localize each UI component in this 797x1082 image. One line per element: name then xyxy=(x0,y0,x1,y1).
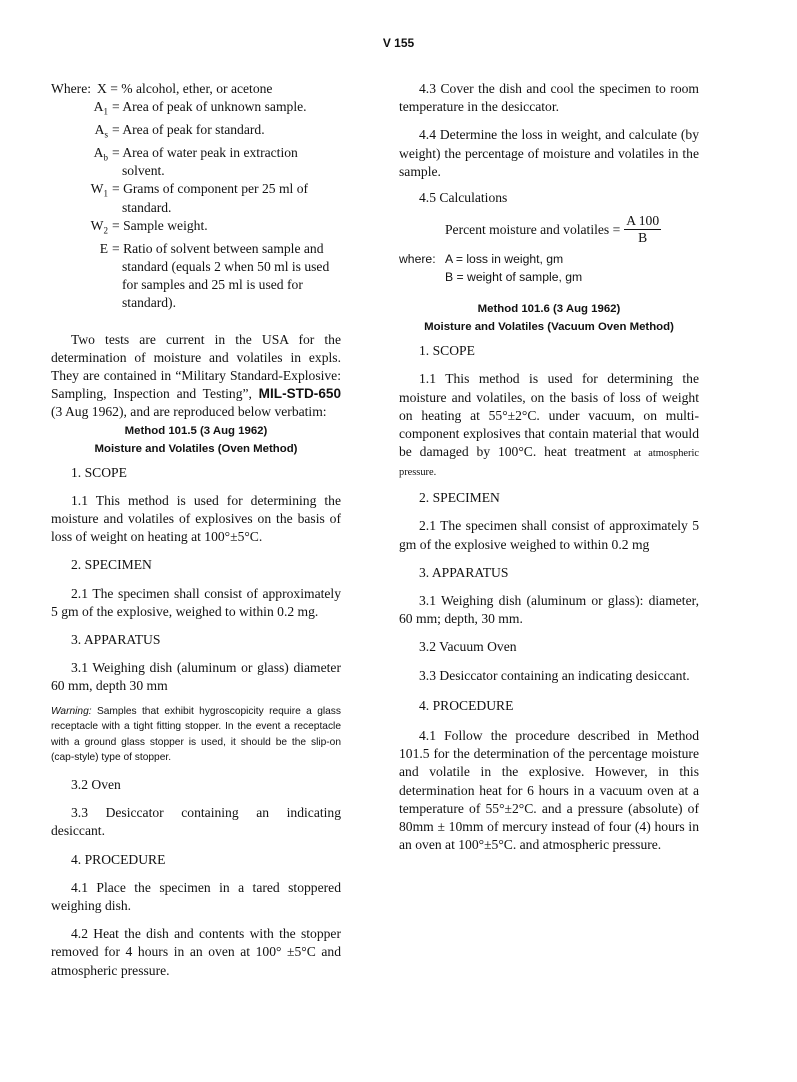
method-title: Method 101.6 (3 Aug 1962) xyxy=(477,303,621,316)
section-heading-apparatus: 3. APPARATUS xyxy=(71,632,161,648)
definition-w2 xyxy=(51,217,341,240)
paragraph-3-2: 3.2 Oven xyxy=(71,777,121,793)
formula-lhs: Percent moisture and volatiles = xyxy=(445,221,621,237)
symbol-subscript: b xyxy=(103,152,108,163)
symbol-subscript: s xyxy=(104,129,108,140)
symbol: W xyxy=(90,217,104,233)
definition-continuation: solvent. xyxy=(122,163,165,179)
definition-text: = Ratio of solvent between sample and xyxy=(112,240,324,256)
page-number-header: V 155 xyxy=(382,36,415,50)
method-subtitle: Moisture and Volatiles (Vacuum Oven Method) xyxy=(424,321,674,334)
definition-continuation: standard (equals 2 when 50 ml is used for samples and 25 ml is used for standard). xyxy=(122,258,330,311)
definition-continuation: standard. xyxy=(122,199,172,215)
paragraph-4-2: 4.2 Heat the dish and contents with the stopper removed for 4 hours in an oven at 100° ±5°C and atmospheric pressure. xyxy=(51,926,341,978)
where-a-line xyxy=(399,250,699,268)
paragraph-2-1: 2.1 The specimen shall consist of approximately 5 gm of the explosive weighed to within 0.2 mg xyxy=(399,518,699,552)
paragraph-4-1: 4.1 Follow the procedure described in Method 101.5 for the determination of the percentage moisture and volatile in the explosive. However, in this determination heat for 6 hours in a vacuum oven at a temperature of 55°±2°C. and a pressure (absolute) of 80mm ± 10mm of mercury instead of four (4) hours in an oven at 100°±5°C. and atmospheric pressure. xyxy=(399,728,699,853)
paragraph-2-1: 2.1 The specimen shall consist of approximately 5 gm of the explosive, weighed to within 0.2 mg. xyxy=(51,585,341,619)
where-b-line xyxy=(399,268,699,286)
symbol: A xyxy=(93,99,104,115)
where-label: Where: xyxy=(51,81,91,96)
symbol: A xyxy=(94,122,105,138)
symbol: A xyxy=(93,145,104,161)
definition-w1 xyxy=(51,180,341,216)
section-heading-procedure: 4. PROCEDURE xyxy=(419,697,514,713)
paragraph-3-1: 3.1 Weighing dish (aluminum or glass) diameter 60 mm, depth 30 mm xyxy=(51,660,341,694)
standard-code: MIL-STD-650 xyxy=(258,386,341,402)
definition-text: = Area of peak of unknown sample. xyxy=(112,99,307,115)
paragraph-1-1: 1.1 This method is used for determining the moisture and volatiles, on the basis of loss of weight on heating at 55°±2°C. under vacuum, on multi-component explosives that contain material that would be damaged by 100°C. heat treatment at atmospheric pressure. xyxy=(399,371,699,479)
definition-text: = Area of peak for standard. xyxy=(112,122,265,138)
section-heading-apparatus: 3. APPARATUS xyxy=(419,564,509,580)
section-heading-scope: 1. SCOPE xyxy=(71,464,127,480)
warning-note: Warning: Samples that exhibit hygroscopicity require a glass receptacle with a tight fitting stopper. In the event a receptacle with a ground glass stopper is used, it should be the slip-on (cap-style) type of stopper. xyxy=(51,705,341,764)
method-subtitle: Moisture and Volatiles (Oven Method) xyxy=(94,442,298,455)
method-title: Method 101.5 (3 Aug 1962) xyxy=(124,424,268,437)
paragraph-4-1: 4.1 Place the specimen in a tared stoppered weighing dish. xyxy=(51,879,341,914)
calculation-formula xyxy=(399,213,699,246)
formula-numerator: A 100 xyxy=(626,213,660,229)
paragraph-3-1: 3.1 Weighing dish (aluminum or glass): diameter, 60 mm; depth, 30 mm. xyxy=(399,593,699,627)
symbol: W xyxy=(90,181,104,197)
definition-text: = Area of water peak in extraction xyxy=(112,145,298,161)
symbol-subscript: 1 xyxy=(103,189,108,200)
warning-label: Warning: xyxy=(51,705,92,717)
paragraph-4-3: 4.3 Cover the dish and cool the specimen to room temperature in the desiccator. xyxy=(399,81,699,115)
paragraph-3-3: 3.3 Desiccator containing an indicating desiccant. xyxy=(419,667,690,683)
section-heading-specimen: 2. SPECIMEN xyxy=(71,557,152,573)
where-x-definition: X = % alcohol, ether, or acetone xyxy=(97,81,273,96)
where-b-text: B = weight of sample, gm xyxy=(445,270,583,285)
section-heading-scope: 1. SCOPE xyxy=(419,343,475,359)
section-heading-procedure: 4. PROCEDURE xyxy=(71,851,166,867)
right-column xyxy=(399,80,699,854)
paragraph-3-3: 3.3 Desiccator containing an indicating desiccant. xyxy=(51,805,341,839)
left-column xyxy=(51,80,341,980)
paragraph-4-4: 4.4 Determine the loss in weight, and calculate (by weight) the percentage of moisture and volatiles in the sample. xyxy=(399,127,699,179)
definition-text: = Grams of component per 25 ml of xyxy=(112,181,309,197)
formula-denominator: B xyxy=(638,230,648,246)
paragraph-4-5: 4.5 Calculations xyxy=(419,190,508,206)
where-label: where: xyxy=(399,252,436,267)
definition-ab xyxy=(51,144,341,180)
symbol-subscript: 1 xyxy=(103,106,108,117)
formula-fraction xyxy=(624,213,661,246)
paragraph-1-1-tail: at atmospheric pressure. xyxy=(399,448,699,479)
paragraph-3-2: 3.2 Vacuum Oven xyxy=(419,639,517,655)
definition-e xyxy=(51,240,341,313)
definition-a1 xyxy=(51,98,341,121)
intro-paragraph: Two tests are current in the USA for the determination of moisture and volatiles in expls. They are contained in “Military Standard-Explosive: Sampling, Inspection and Testing”, MIL-STD-650 (3 Aug 1962), and are reproduced below verbatim: xyxy=(51,331,341,420)
symbol: E xyxy=(99,240,108,256)
where-a-text: A = loss in weight, gm xyxy=(445,252,564,267)
where-line xyxy=(51,80,341,98)
definition-as xyxy=(51,121,341,144)
definition-text: = Sample weight. xyxy=(112,217,208,233)
section-heading-specimen: 2. SPECIMEN xyxy=(419,490,500,506)
symbol-subscript: 2 xyxy=(103,225,108,236)
paragraph-1-1: 1.1 This method is used for determining the moisture and volatiles of explosives on the basis of loss of weight on heating at 100°±5°C. xyxy=(51,492,341,545)
